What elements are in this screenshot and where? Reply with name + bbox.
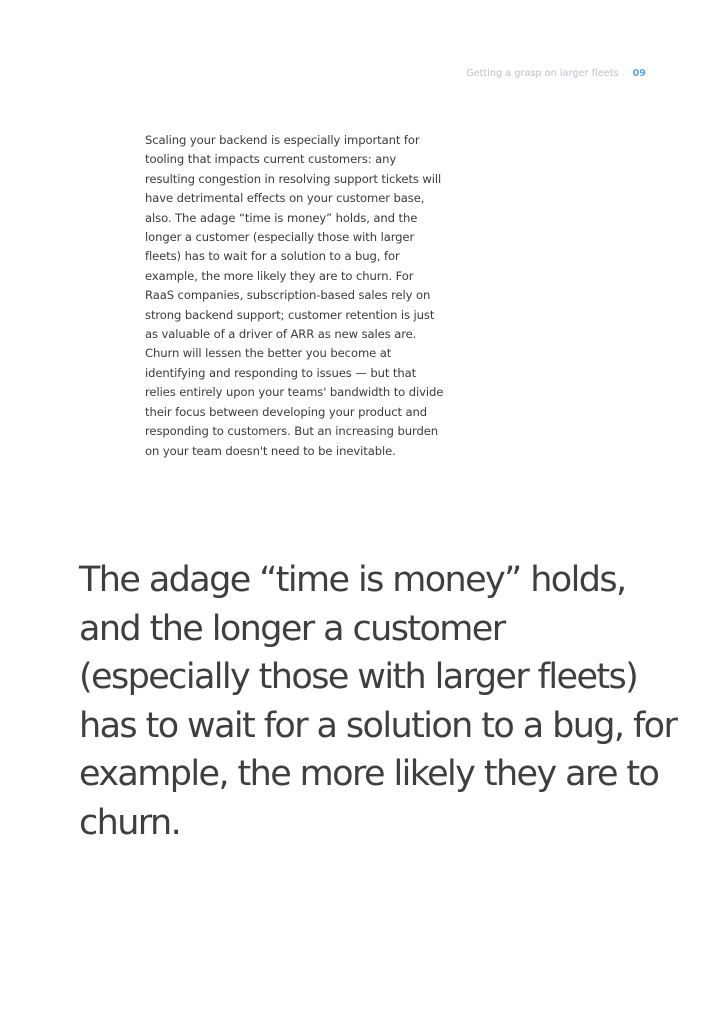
page-number: 09	[632, 68, 646, 79]
body-paragraph: Scaling your backend is especially important for tooling that impacts current customers: any resulting congestion in resolving support tickets will have detrimental effects on your customer base, also. The adage “time is money” holds, and the longer a customer (especially those with larger fleets) has to wait for a solution to a bug, for example, the more likely they are to churn. For RaaS companies, subscription-based sales rely on strong backend support; customer retention is just as valuable of a driver of ARR as new sales are. Churn will lessen the better you become at identifying and responding to issues — but that relies entirely upon your teams' bandwidth to divide their focus between developing your product and responding to customers. But an increasing burden on your team doesn't need to be inevitable.	[145, 133, 444, 458]
running-header	[466, 68, 646, 79]
pull-quote: The adage “time is money” holds, and the longer a customer (especially those with larger fleets) has to wait for a solution to a bug, for example, the more likely they are to churn.	[79, 560, 677, 843]
section-title: Getting a grasp on larger fleets	[466, 68, 619, 79]
